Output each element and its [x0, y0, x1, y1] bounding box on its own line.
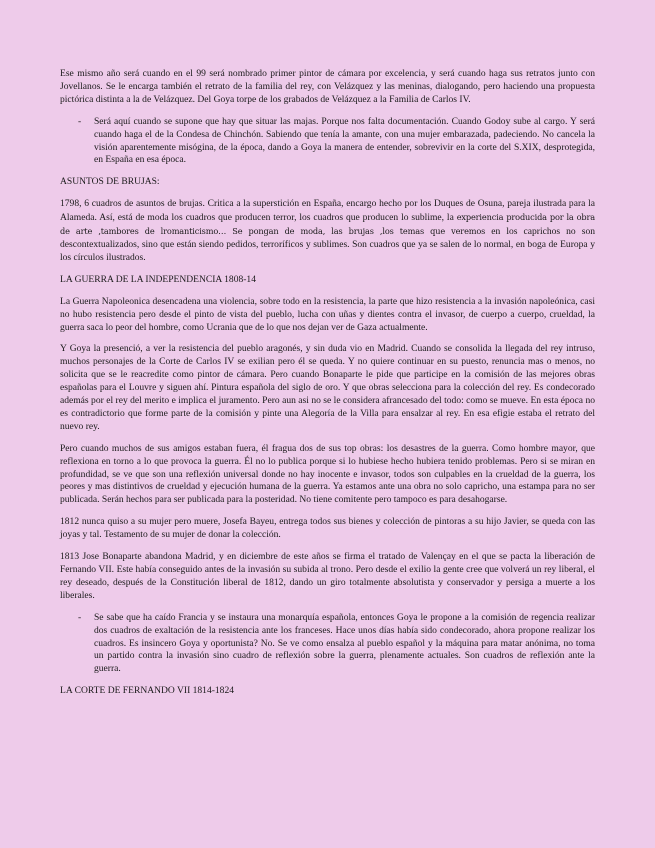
- paragraph-brujas-part-2: experiencia producida por la obra de arte ,tambores de lromanticismo… Se pongan de moda, las brujas ,los temas que veremos: [60, 212, 595, 237]
- bullet-francia-text: Se sabe que ha caído Francia y se instaura una monarquía española, entonces Goya le propone a la comisión de regencia realizar dos cuadros de exaltación de la resistencia ante los franceses. Hace unos días había sido condecorado, ahora propone realizar los cuadros. Es insincero Goya y oportunista? No. Se ve como ensalza al pueblo español y la máquina para matar anónima, no toma un partido contra la invasión sino cuadro de reflexión sobre la guerra, plenamente actuales. Son cuadros de reflexión ante la guerra.: [94, 611, 595, 675]
- bullet-marker: -: [78, 115, 82, 127]
- heading-corte-fernando-vii: LA CORTE DE FERNANDO VII 1814-1824: [60, 685, 235, 697]
- paragraph-goya-presencio: Y Goya la presenció, a ver la resistencia del pueblo aragonés, y sin duda vio en Madrid. Cuando se consolida la llegada del rey intruso, muchos personajes de la Corte de Carlos IV se exilian pero él se queda. Y no quiere continuar en su puesto, renuncia mas o menos, no solicita que se le reacredite como pintor de cámara. Pero cuando Bonaparte le pide que participe en la comisión de las mejores obras españolas para el Louvre y siguen ahí. Pintura española del siglo de oro. Y que obras selecciona para la colección del rey. Es condecorado además por el rey del merito e implica el juramento. Pero aun asi no se le considera afrancesado del todo: como se mueve. En esta época no es contradictorio que forme parte de la comisión y pinte una Alegoría de la Villa para ensalzar al rey. En esa efigie estaba el retrato del nuevo rey.: [60, 343, 595, 432]
- bullet-marker: -: [78, 611, 82, 623]
- bullet-francia: [60, 612, 595, 677]
- paragraph-guerra-napoleonica: La Guerra Napoleonica desencadena una violencia, sobre todo en la resistencia, la parte que hizo resistencia a la invasión napoleónica, casi no hubo resistencia pero desde el pinto de vista del pueblo, lucha con uñas y dientes contra el invasor, de cuerpo a cuerpo, crueldad, la guerra saca lo peor del hombre, como Ucrania que de lo que nos dejan ver de Gaza actualmente.: [60, 295, 595, 333]
- paragraph-1812: 1812 nunca quiso a su mujer pero muere, Josefa Bayeu, entrega todos sus bienes y colección de pintoras a su hijo Javier, se queda con las joyas y tal. Testamento de su mujer de donar la colección.: [60, 516, 595, 541]
- bullet-majas-text: Será aquí cuando se supone que hay que situar las majas. Porque nos falta documentación. Cuando Godoy sube al cargo. Y será cuando haga el de la Condesa de Chinchón. Sabiendo que tenía la amante, con una mujer embarazada, padeciendo. No cancela la visión aparentemente misógina, de la época, dando a Goya la manera de entender, sobrevivir en la corte del S.XIX, desprotegida, en España en esa época.: [94, 115, 595, 166]
- paragraph-retratos: Ese mismo año será cuando en el 99 será nombrado primer pintor de cámara por excelencia, y será cuando haga sus retratos junto con Jovellanos. Se le encarga también el retrato de la familia del rey, con Velázquez y las meninas, dialogando, pero haciendo una propuesta pictórica distinta a la de Velázquez. Del Goya torpe de los grabados de Velázquez a la Familia de Carlos IV.: [60, 68, 595, 105]
- paragraph-brujas: [60, 198, 595, 265]
- heading-asuntos-de-brujas: ASUNTOS DE BRUJAS:: [60, 176, 160, 188]
- paragraph-1813: 1813 Jose Bonaparte abandona Madrid, y en diciembre de este años se firma el tratado de Valençay en el que se pacta la liberación de Fernando VII. Este había conseguido antes de la invasión su subida al trono. Pero desde el exilio la gente cree que volverá un rey liberal, el rey deseado, después de la Constitución liberal de 1812, dando un giro totalmente absolutista y conservador y persiga a muerte a los liberales.: [60, 551, 595, 601]
- heading-guerra-independencia: LA GUERRA DE LA INDEPENDENCIA 1808-14: [60, 273, 256, 285]
- paragraph-brujas-part-3: en los caprichos no son descontextualizados, sino que están siendo pedidos, terroríficos y sublimes. Son cuadros que ya se salen de lo normal, en boga de Europa y los círculos ilustrados.: [60, 226, 595, 263]
- bullet-majas: [60, 116, 595, 168]
- paragraph-brujas-part-1: 1798, 6 cuadros de asuntos de brujas. Critica a la superstición en España, encargo hecho por los Duques de Osuna, pareja ilustrada para la Alameda. Así, está de moda los cuadros que producen terror, los cuadros que producen lo sublime, la: [60, 198, 595, 224]
- paragraph-desastres: Pero cuando muchos de sus amigos estaban fuera, él fragua dos de sus top obras: los desastres de la guerra. Como hombre mayor, que reflexiona en torno a lo que provoca la guerra. Él no lo publica porque si lo hubiese hecho hubiera tenido problemas. Pero si se miran en profundidad, se ve que son una reflexión universal donde no hay inocente e invasor, todos son culpables en la crueldad de la guerra, los peores y mas distintivos de crueldad y ejecución humana de la guerra. Ya estamos ante una obra no solo capricho, una estampa para no ser publicada. Serán hechos para ser publicada para la posteridad. No tiene comitente pero tampoco es para desahogarse.: [60, 442, 595, 506]
